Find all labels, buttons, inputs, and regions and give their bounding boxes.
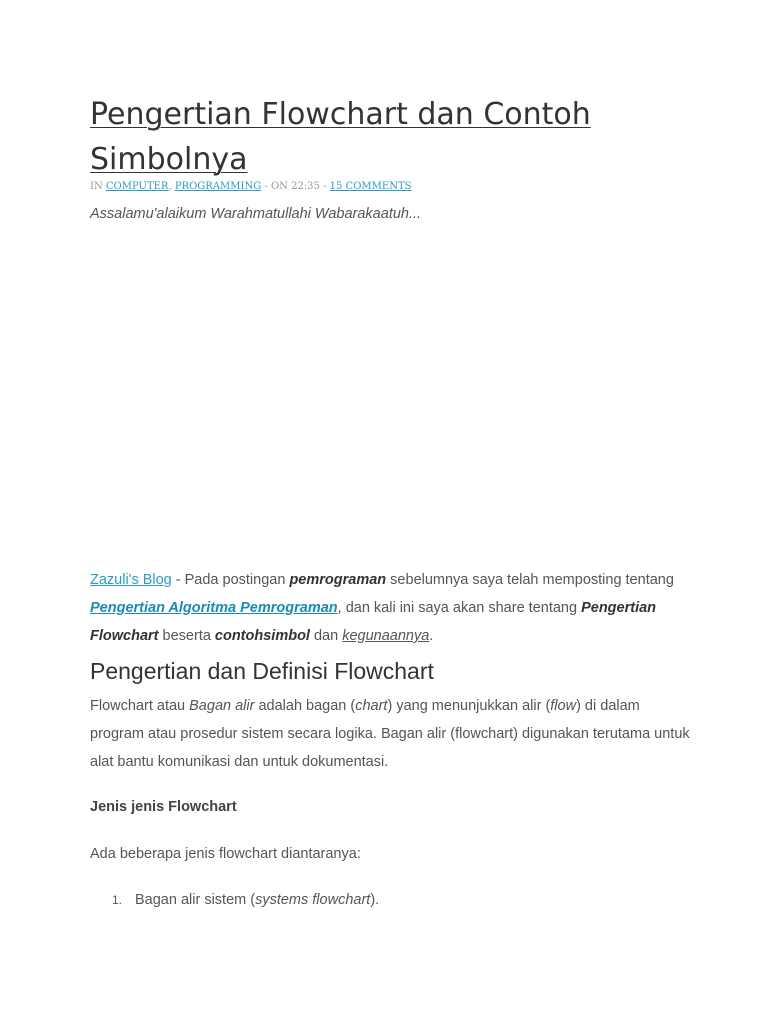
intro-text-5: dan — [309, 628, 343, 644]
greeting-text: Assalamu'alaikum Warahmatullahi Wabarakaatuh... — [90, 206, 422, 222]
meta-time: - ON 22:35 - — [264, 181, 327, 192]
intro-text-6: . — [429, 628, 434, 644]
algorithm-article-link[interactable]: Pengertian Algoritma Pemrograman — [90, 600, 338, 616]
intro-text-1: - Pada postingan — [171, 572, 290, 588]
list-item-text — [135, 892, 379, 908]
category-link-computer[interactable]: COMPUTER — [105, 181, 169, 192]
list-item — [90, 891, 379, 909]
intro-paragraph — [90, 566, 690, 650]
jenis-intro-paragraph: Ada beberapa jenis flowchart diantaranya: — [90, 846, 361, 862]
list-item-pre: Bagan alir sistem ( — [135, 892, 256, 908]
def-text-2: adalah bagan ( — [254, 698, 356, 714]
intro-emphasis-flowchart: Pengertian Flowchart — [90, 600, 657, 644]
intro-kegunaan: kegunaannya — [342, 628, 430, 644]
def-text-3: ) yang menunjukkan alir ( — [387, 698, 551, 714]
intro-text-3: , dan kali ini saya akan share tentang — [337, 600, 582, 616]
def-em-chart: chart — [355, 698, 388, 714]
def-text-4: ) di dalam program atau prosedur sistem secara logika. Bagan alir (flowchart) digunakan terutama untuk alat bantu komunikasi dan untuk dokumentasi. — [90, 698, 690, 770]
category-link-programming[interactable]: PROGRAMMING — [174, 181, 262, 192]
subheading-jenis: Jenis jenis Flowchart — [90, 799, 237, 815]
def-em-bagan: Bagan alir — [189, 698, 255, 714]
intro-text-2: sebelumnya saya telah memposting tentang — [386, 572, 674, 588]
intro-emphasis-contoh: contohsimbol — [214, 628, 310, 644]
intro-text-4: beserta — [158, 628, 215, 644]
post-meta — [90, 181, 411, 192]
flowchart-types-list — [90, 891, 379, 909]
comments-link[interactable]: 15 COMMENTS — [329, 181, 412, 192]
intro-emphasis-pemrograman: pemrograman — [289, 572, 387, 588]
meta-separator: , — [168, 181, 172, 192]
blog-link[interactable]: Zazuli's Blog — [90, 572, 172, 588]
article-title[interactable]: Pengertian Flowchart dan Contoh Simbolnya — [90, 97, 591, 177]
def-text-1: Flowchart atau — [90, 698, 190, 714]
section-heading: Pengertian dan Definisi Flowchart — [90, 658, 434, 684]
definition-paragraph — [90, 692, 690, 776]
list-item-post: ). — [370, 892, 380, 908]
list-item-em: systems flowchart — [255, 892, 371, 908]
meta-in-label: IN — [90, 181, 103, 192]
list-item-number: 1. — [112, 893, 123, 907]
def-em-flow: flow — [550, 698, 577, 714]
